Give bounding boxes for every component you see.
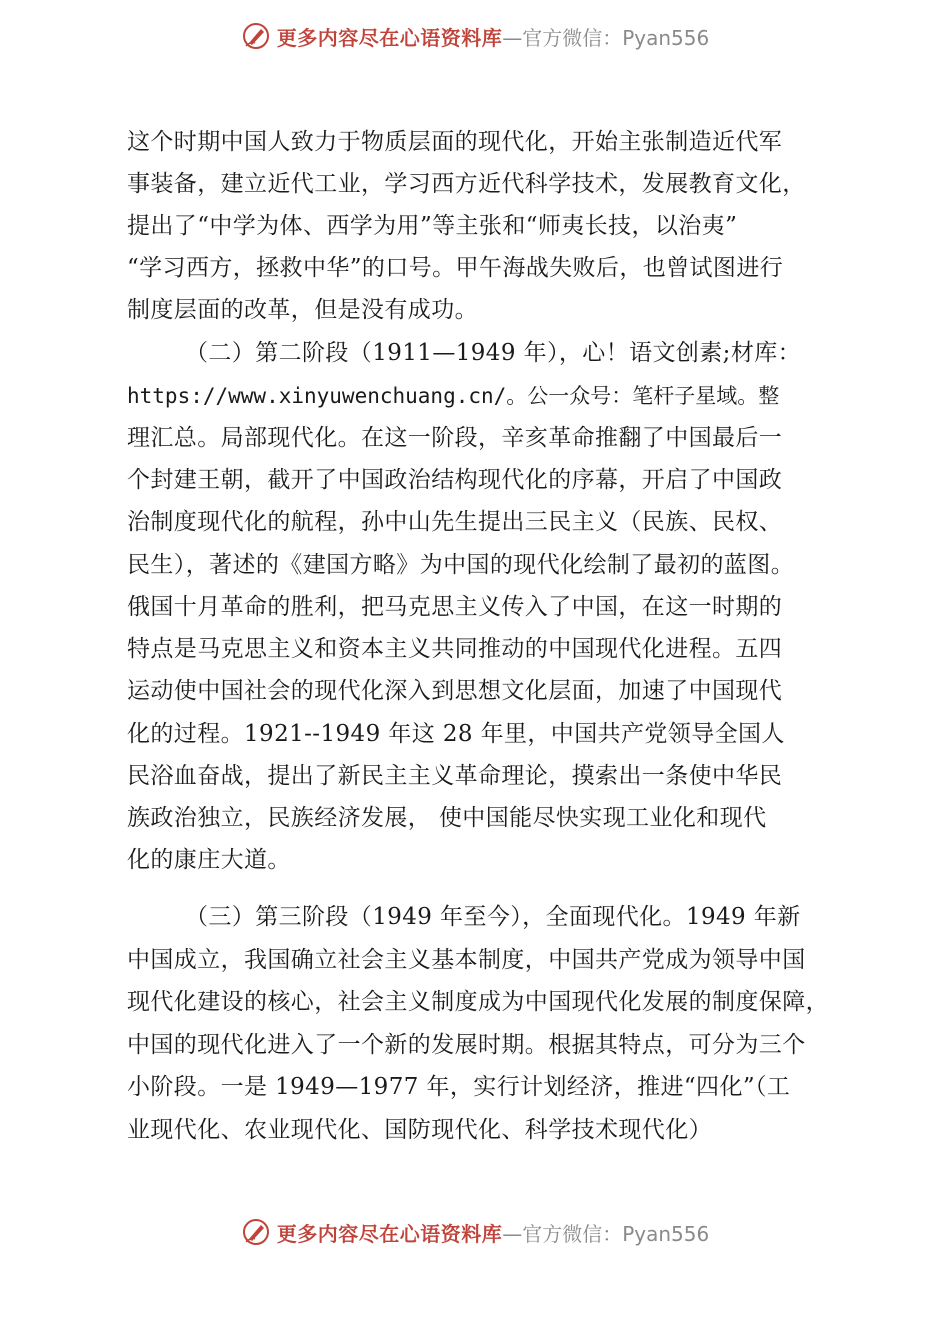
text-line: 治制度现代化的航程，孙中山先生提出三民主义（民族、民权、 (127, 509, 783, 535)
pen-logo-icon (241, 1217, 271, 1247)
text-line: 特点是马克思主义和资本主义共同推动的中国现代化进程。五四 (127, 636, 783, 662)
footer-banner-title: 更多内容尽在心语资料库 (276, 1221, 503, 1246)
header-banner-title: 更多内容尽在心语资料库 (276, 25, 503, 50)
text-line: “学习西方，拯救中华”的口号。甲午海战失败后，也曾试图进行 (127, 255, 784, 281)
text-line: 俄国十月革命的胜利，把马克思主义传入了中国，在这一时期的 (127, 594, 783, 620)
text-line: 现代化建设的核心，社会主义制度成为中国现代化发展的制度保障， (127, 989, 829, 1015)
text-line: 这个时期中国人致力于物质层面的现代化，开始主张制造近代军 (127, 129, 783, 155)
text-line: 运动使中国社会的现代化深入到思想文化层面，加速了中国现代 (127, 678, 783, 704)
header-banner (0, 16, 950, 56)
text-line: 制度层面的改革，但是没有成功。 (127, 297, 478, 323)
text-line: 民浴血奋战，提出了新民主主义革命理论，摸索出一条使中华民 (127, 763, 783, 789)
text-line: 小阶段。一是 1949—1977 年，实行计划经济，推进“四化”（工 (127, 1074, 791, 1100)
text-line: 业现代化、农业现代化、国防现代化、科学技术现代化） (127, 1117, 712, 1143)
text-line: 个封建王朝，截开了中国政治结构现代化的序幕，开启了中国政 (127, 467, 783, 493)
footer-banner (0, 1212, 950, 1252)
text-line: 理汇总。局部现代化。在这一阶段，辛亥革命推翻了中国最后一 (127, 425, 783, 451)
footer-banner-contact: —官方微信：Pyan556 (502, 1221, 710, 1246)
text-line: 提出了“中学为体、西学为用”等主张和“师夷长技，以治夷” (127, 213, 738, 239)
section-heading-line: （二）第二阶段（1911—1949 年），心！语文创素;材库： (185, 340, 802, 366)
text-line: 中国成立，我国确立社会主义基本制度，中国共产党成为领导中国 (127, 947, 806, 973)
text-line: 中国的现代化进入了一个新的发展时期。根据其特点，可分为三个 (127, 1032, 806, 1058)
section-heading-line: （三）第三阶段（1949 年至今），全面现代化。1949 年新 (185, 904, 801, 930)
text-line: 化的康庄大道。 (127, 847, 291, 873)
text-line: 事装备，建立近代工业，学习西方近代科学技术，发展教育文化， (127, 171, 806, 197)
text-line: 族政治独立，民族经济发展， 使中国能尽快实现工业化和现代 (127, 805, 767, 831)
text-line: 化的过程。1921--1949 年这 28 年里，中国共产党领导全国人 (127, 721, 785, 747)
pen-logo-icon (241, 21, 271, 51)
text-line: 民生），著述的《建国方略》为中国的现代化绘制了最初的蓝图。 (127, 552, 795, 578)
header-banner-contact: —官方微信：Pyan556 (502, 25, 710, 50)
text-line: https://www.xinyuwenchuang.cn/。公一众号：笔杆子星域。整 (127, 384, 780, 408)
